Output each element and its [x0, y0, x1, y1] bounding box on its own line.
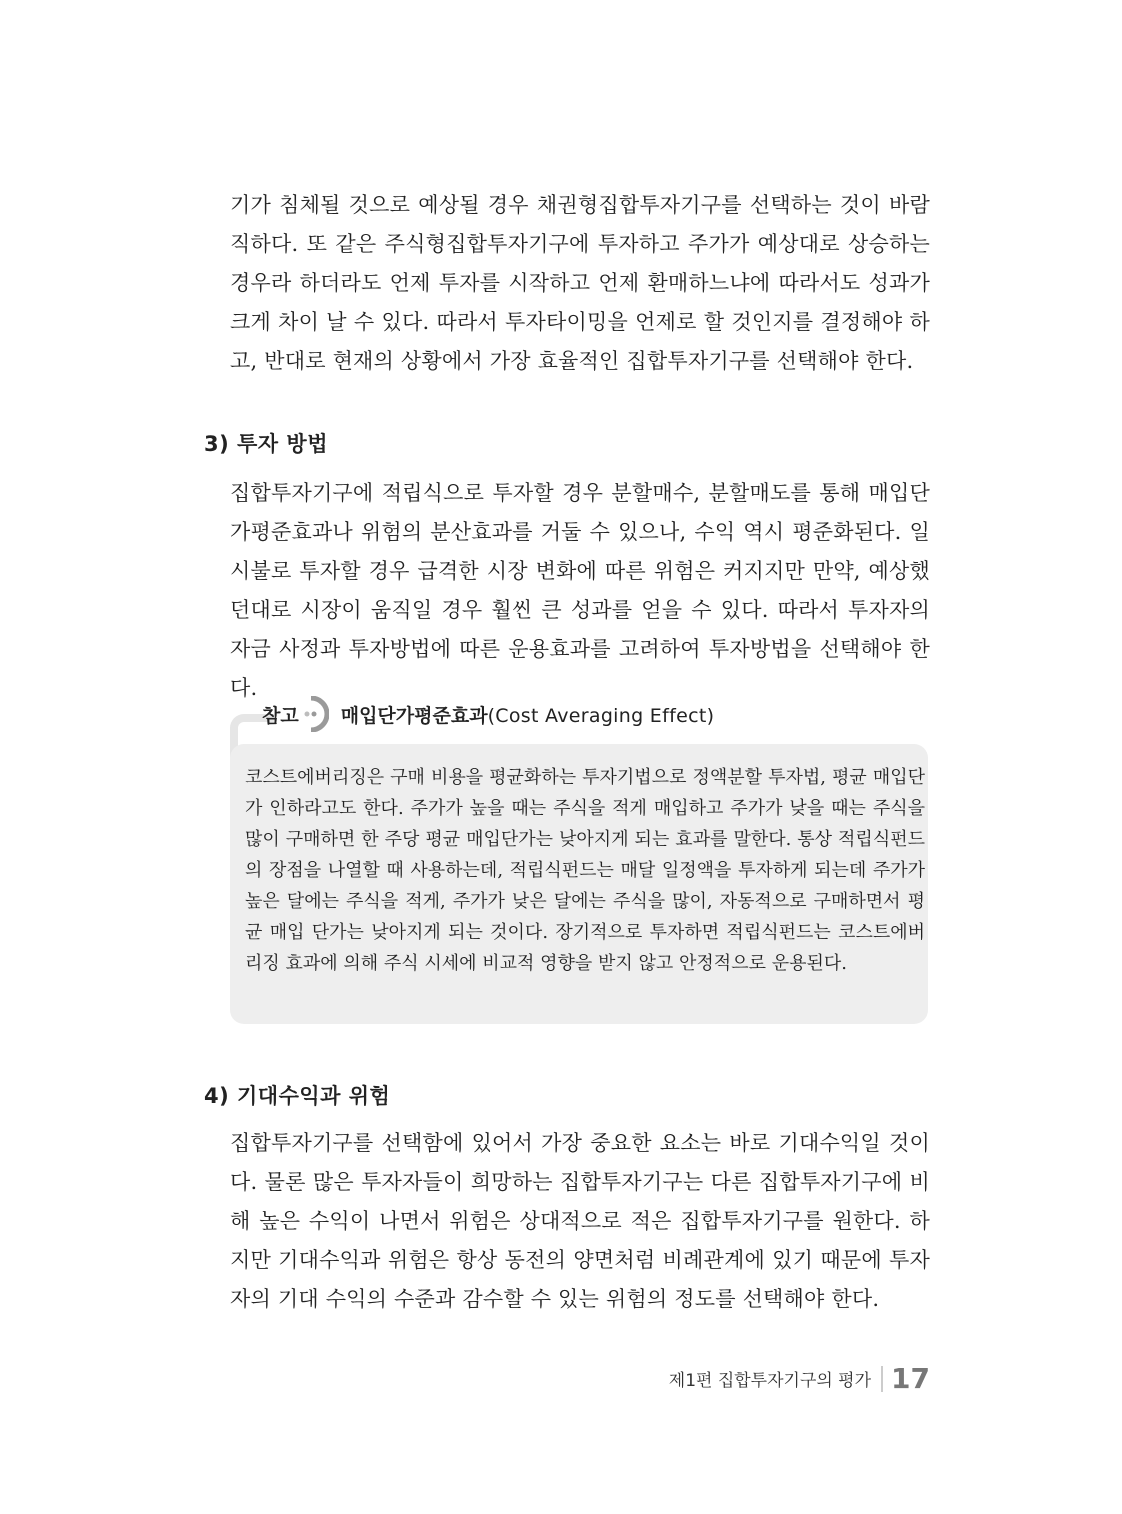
reference-title-english: (Cost Averaging Effect)	[487, 704, 715, 727]
footer-divider	[881, 1366, 883, 1392]
body-paragraph-1: 기가 침체될 것으로 예상될 경우 채권형집합투자기구를 선택하는 것이 바람직하다. 또 같은 주식형집합투자기구에 투자하고 주가가 예상대로 상승하는 경우라 하더라도 언제 투자를 시작하고 언제 환매하느냐에 따라서도 성과가 크게 차이 날 수 있다. 따라서 투자타이밍을 언제로 할 것인지를 결정해야 하고, 반대로 현재의 상황에서 가장 효율적인 집합투자기구를 선택해야 한다.	[230, 193, 930, 373]
page-number: 17	[891, 1362, 930, 1395]
reference-tag: 참고	[262, 704, 299, 727]
body-paragraph-3: 집합투자기구를 선택함에 있어서 가장 중요한 요소는 바로 기대수익일 것이다. 물론 많은 투자자들이 희망하는 집합투자기구는 다른 집합투자기구에 비해 높은 수익이 나면서 위험은 상대적으로 적은 집합투자기구를 원한다. 하지만 기대수익과 위험은 항상 동전의 양면처럼 비례관계에 있기 때문에 투자자의 기대 수익의 수준과 감수할 수 있는 위험의 정도를 선택해야 한다.	[230, 1131, 930, 1311]
page-footer	[669, 1362, 930, 1395]
section-heading-expected-return-risk: 4) 기대수익과 위험	[204, 1084, 391, 1108]
reference-header	[262, 696, 714, 732]
body-paragraph-2: 집합투자기구에 적립식으로 투자할 경우 분할매수, 분할매도를 통해 매입단가평준효과나 위험의 분산효과를 거둘 수 있으나, 수익 역시 평준화된다. 일시불로 투자할 경우 급격한 시장 변화에 따른 위험은 커지지만 만약, 예상했던대로 시장이 움직일 경우 훨씬 큰 성과를 얻을 수 있다. 따라서 투자자의 자금 사정과 투자방법에 따른 운용효과를 고려하여 투자방법을 선택해야 한다.	[230, 481, 930, 700]
footer-section-title: 제1편 집합투자기구의 평가	[668, 1371, 872, 1391]
reference-title-korean: 매입단가평준효과	[340, 704, 488, 727]
reference-body-text: 코스트에버리징은 구매 비용을 평균화하는 투자기법으로 정액분할 투자법, 평균 매입단가 인하라고도 한다. 주가가 높을 때는 주식을 적게 매입하고 주가가 낮을 때는 주식을 많이 구매하면 한 주당 평균 매입단가는 낮아지게 되는 효과를 말한다. 통상 적립식펀드의 장점을 나열할 때 사용하는데, 적립식펀드는 매달 일정액을 투자하게 되는데 주가가 높은 달에는 주식을 적게, 주가가 낮은 달에는 주식을 많이, 자동적으로 구매하면서 평균 매입 단가는 낮아지게 되는 것이다. 장기적으로 투자하면 적립식펀드는 코스트에버리징 효과에 의해 주식 시세에 비교적 영향을 받지 않고 안정적으로 운용된다.	[245, 767, 925, 974]
section-heading-investment-method: 3) 투자 방법	[204, 432, 328, 456]
half-circle-dots-icon	[301, 696, 329, 732]
reference-title	[341, 701, 715, 728]
